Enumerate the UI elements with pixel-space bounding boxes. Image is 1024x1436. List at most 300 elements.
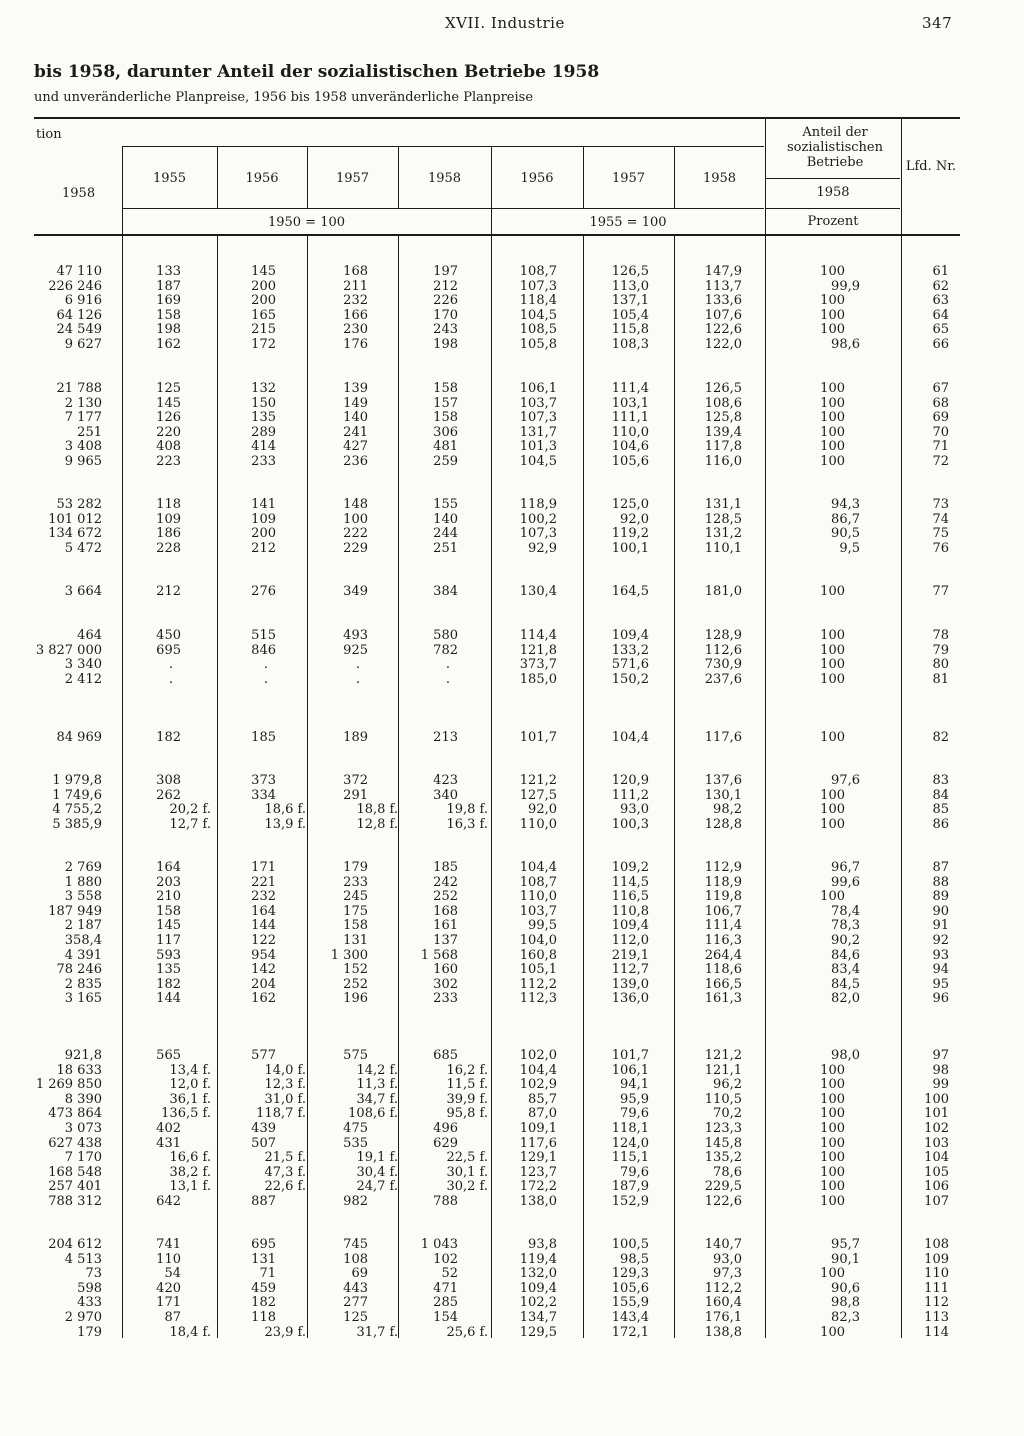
cell-production: 788 312 [48, 1194, 102, 1209]
cell-change-1958: 264,4 [704, 947, 742, 963]
cell-index-1956: 109 [251, 511, 276, 527]
cell-index-1958: 161 [433, 918, 458, 934]
cell-production: 598 [77, 1280, 102, 1296]
cell-change-1956: 108,7 [519, 264, 557, 279]
cell-row-number: 94 [932, 962, 949, 978]
cell-change-1956: 99,5 [528, 918, 557, 934]
cell-index-1957: 211 [343, 278, 368, 294]
cell-production: 358,4 [64, 933, 102, 948]
cell-index-1957: 19,1 f. [356, 1150, 398, 1166]
cell-row-number: 63 [932, 293, 949, 309]
cell-row-number: 76 [932, 540, 949, 556]
cell-socialist-share: 78,4 [831, 903, 860, 919]
cell-production: 21 788 [56, 381, 102, 396]
cell-index-1956: 142 [251, 962, 276, 978]
cell-change-1957: 125,0 [611, 497, 649, 512]
cell-row-number: 71 [932, 439, 949, 455]
cell-row-number: 73 [932, 497, 949, 512]
cell-production: 1 979,8 [52, 773, 102, 788]
cell-socialist-share: 100 [820, 410, 845, 426]
cell-production: 187 949 [48, 903, 102, 919]
cell-change-1958: 78,6 [713, 1164, 742, 1180]
cell-change-1956: 112,3 [519, 991, 557, 1007]
cell-index-1955: 223 [156, 454, 181, 469]
cell-index-1957: 31,7 f. [356, 1324, 398, 1340]
cell-index-1958: 251 [433, 540, 458, 556]
cell-socialist-share: 100 [820, 816, 845, 832]
cell-socialist-share: 100 [820, 642, 845, 658]
cell-socialist-share: 82,0 [831, 991, 860, 1007]
cell-index-1956: 164 [251, 903, 276, 919]
cell-index-1957: 11,3 f. [356, 1077, 398, 1093]
cell-socialist-share: 100 [820, 787, 845, 803]
body-rule-b1957 [674, 236, 675, 1338]
cell-change-1957: 118,1 [611, 1121, 649, 1136]
cell-index-1957: 30,4 f. [356, 1164, 398, 1180]
cell-socialist-share: 100 [820, 454, 845, 469]
cell-change-1957: 100,1 [611, 540, 649, 556]
cell-change-1957: 110,0 [611, 424, 649, 440]
share-unit-label: Prozent [807, 214, 859, 229]
cell-change-1956: 107,3 [519, 278, 557, 294]
cell-index-1955: 642 [156, 1194, 181, 1209]
cell-index-1957: 179 [343, 860, 368, 875]
cell-index-1957: 152 [343, 962, 368, 978]
cell-production: 627 438 [48, 1135, 102, 1151]
cell-index-1957: 131 [343, 933, 368, 948]
table-subtitle: und unveränderliche Planpreise, 1956 bis 1958 unveränderliche Planpreise [34, 90, 534, 105]
cell-index-1955: 182 [156, 730, 181, 745]
cell-change-1956: 119,4 [519, 1251, 557, 1267]
cell-index-1956: 182 [251, 1295, 276, 1311]
cell-index-1955: 144 [156, 991, 181, 1007]
cell-change-1957: 115,1 [611, 1150, 649, 1166]
cell-change-1957: 101,7 [611, 1048, 649, 1063]
cell-socialist-share: 100 [820, 264, 845, 279]
cell-index-1957: 222 [343, 526, 368, 542]
production-fragment-label: tion [36, 127, 62, 142]
cell-change-1958: 166,5 [704, 976, 742, 992]
cell-index-1958: . [445, 657, 450, 673]
cell-index-1955: 565 [156, 1048, 181, 1063]
cell-change-1956: 129,5 [519, 1324, 557, 1340]
cell-change-1956: 107,3 [519, 410, 557, 426]
cell-change-1958: 229,5 [704, 1179, 742, 1195]
cell-index-1955: 220 [156, 424, 181, 440]
cell-change-1958: 97,3 [713, 1266, 742, 1282]
cell-change-1957: 104,6 [611, 439, 649, 455]
cell-change-1958: 237,6 [704, 671, 742, 687]
cell-row-number: 104 [924, 1150, 949, 1166]
cell-change-1958: 122,6 [704, 322, 742, 338]
cell-index-1958: 22,5 f. [446, 1150, 488, 1166]
cell-index-1957: 34,7 f. [356, 1091, 398, 1107]
cell-socialist-share: 100 [820, 889, 845, 905]
cell-change-1957: 152,9 [611, 1194, 649, 1209]
cell-row-number: 100 [924, 1091, 949, 1107]
cell-change-1957: 116,5 [611, 889, 649, 905]
cell-change-1957: 108,3 [611, 337, 649, 352]
cell-change-1957: 112,0 [611, 933, 649, 948]
cell-change-1957: 139,0 [611, 976, 649, 992]
cell-change-1956: 121,2 [519, 773, 557, 788]
cell-socialist-share: 78,3 [831, 918, 860, 934]
cell-change-1957: 126,5 [611, 264, 649, 279]
cell-change-1957: 164,5 [611, 584, 649, 599]
cell-index-1958: . [445, 671, 450, 687]
cell-index-1957: . [355, 657, 360, 673]
cell-index-1956: 18,6 f. [264, 802, 306, 818]
cell-index-1955: 54 [164, 1266, 181, 1282]
cell-index-1956: 145 [251, 264, 276, 279]
cell-change-1958: 137,6 [704, 773, 742, 788]
cell-production: 2 187 [64, 918, 102, 934]
cell-row-number: 83 [932, 773, 949, 788]
cell-change-1957: 103,1 [611, 395, 649, 411]
cell-index-1957: 245 [343, 889, 368, 905]
cell-row-number: 107 [924, 1194, 949, 1209]
cell-index-1958: 30,1 f. [446, 1164, 488, 1180]
cell-index-1955: 12,0 f. [169, 1077, 211, 1093]
cell-socialist-share: 100 [820, 1077, 845, 1093]
cell-index-1957: 139 [343, 381, 368, 396]
cell-production: 5 472 [64, 540, 102, 556]
cell-change-1958: 140,7 [704, 1237, 742, 1252]
cell-index-1958: 259 [433, 454, 458, 469]
cell-index-1957: 100 [343, 511, 368, 527]
cell-index-1956: 23,9 f. [264, 1324, 306, 1340]
cell-change-1956: 160,8 [519, 947, 557, 963]
cell-index-1957: 475 [343, 1121, 368, 1136]
cell-change-1956: 92,0 [528, 802, 557, 818]
cell-index-1956: 515 [251, 628, 276, 643]
cell-index-1955: 135 [156, 962, 181, 978]
cell-row-number: 78 [932, 628, 949, 643]
cell-change-1957: 120,9 [611, 773, 649, 788]
cell-index-1958: 243 [433, 322, 458, 338]
cell-index-1958: 423 [433, 773, 458, 788]
cell-index-1958: 160 [433, 962, 458, 978]
cell-index-1957: 125 [343, 1310, 368, 1325]
cell-production: 179 [77, 1324, 102, 1340]
cell-index-1956: 132 [251, 381, 276, 396]
cell-change-1956: 102,9 [519, 1077, 557, 1093]
cell-index-1956: 118 [251, 1310, 276, 1325]
cell-socialist-share: 100 [820, 1062, 845, 1078]
cell-index-1957: 158 [343, 918, 368, 934]
cell-change-1957: 129,3 [611, 1266, 649, 1282]
cell-row-number: 84 [932, 787, 949, 803]
cell-production: 251 [77, 424, 102, 440]
cell-production: 18 633 [56, 1062, 102, 1078]
cell-change-1958: 113,7 [704, 278, 742, 294]
cell-socialist-share: 100 [820, 1266, 845, 1282]
cell-change-1956: 117,6 [519, 1135, 557, 1151]
cell-production: 84 969 [56, 730, 102, 745]
cell-socialist-share: 100 [820, 628, 845, 643]
cell-index-1957: 149 [343, 395, 368, 411]
cell-change-1958: 116,3 [704, 933, 742, 948]
cell-change-1958: 122,6 [704, 1194, 742, 1209]
cell-row-number: 111 [924, 1280, 949, 1296]
header-share-rule [766, 178, 900, 179]
cell-change-1957: 114,5 [611, 874, 649, 890]
cell-production: 1 880 [64, 874, 102, 890]
cell-index-1955: 158 [156, 903, 181, 919]
cell-change-1957: 79,6 [620, 1164, 649, 1180]
cell-production: 101 012 [48, 511, 102, 527]
cell-index-1956: 31,0 f. [264, 1091, 306, 1107]
cell-index-1958: 252 [433, 889, 458, 905]
cell-index-1956: 131 [251, 1251, 276, 1267]
cell-index-1958: 302 [433, 976, 458, 992]
cell-socialist-share: 100 [820, 1135, 845, 1151]
cell-index-1955: 402 [156, 1121, 181, 1136]
body-rule-lfd [901, 236, 902, 1338]
cell-production: 24 549 [56, 322, 102, 338]
cell-change-1957: 98,5 [620, 1251, 649, 1267]
cell-change-1956: 109,1 [519, 1121, 557, 1136]
cell-production: 47 110 [56, 264, 102, 279]
cell-change-1958: 108,6 [704, 395, 742, 411]
lfd-nr-label: Lfd. Nr. [905, 159, 957, 174]
cell-index-1958: 198 [433, 337, 458, 352]
cell-change-1956: 102,0 [519, 1048, 557, 1063]
cell-change-1958: 122,0 [704, 337, 742, 352]
cell-index-1958: 481 [433, 439, 458, 455]
cell-change-1958: 128,5 [704, 511, 742, 527]
cell-index-1955: 741 [156, 1237, 181, 1252]
cell-production: 473 864 [48, 1106, 102, 1122]
cell-index-1957: 291 [343, 787, 368, 803]
cell-change-1958: 126,5 [704, 381, 742, 396]
cell-production: 1 269 850 [35, 1077, 102, 1093]
cell-index-1958: 16,2 f. [446, 1062, 488, 1078]
cell-change-1956: 123,7 [519, 1164, 557, 1180]
cell-change-1958: 138,8 [704, 1324, 742, 1340]
cell-change-1958: 161,3 [704, 991, 742, 1007]
cell-index-1957: 189 [343, 730, 368, 745]
cell-change-1957: 119,2 [611, 526, 649, 542]
cell-change-1958: 118,9 [704, 874, 742, 890]
cell-change-1957: 219,1 [611, 947, 649, 963]
cell-row-number: 114 [924, 1324, 949, 1340]
cell-index-1956: 185 [251, 730, 276, 745]
cell-row-number: 105 [924, 1164, 949, 1180]
cell-socialist-share: 100 [820, 1164, 845, 1180]
cell-index-1957: 443 [343, 1280, 368, 1296]
cell-index-1957: 925 [343, 642, 368, 658]
cell-change-1957: 109,4 [611, 628, 649, 643]
cell-index-1958: 30,2 f. [446, 1179, 488, 1195]
body-rule-1956 [307, 236, 308, 1338]
cell-index-1956: 172 [251, 337, 276, 352]
cell-change-1957: 94,1 [620, 1077, 649, 1093]
cell-index-1956: 439 [251, 1121, 276, 1136]
cell-change-1956: 132,0 [519, 1266, 557, 1282]
cell-row-number: 98 [932, 1062, 949, 1078]
cell-index-1956: 577 [251, 1048, 276, 1063]
cell-row-number: 99 [932, 1077, 949, 1093]
share-unit-rule [766, 208, 900, 209]
cell-production: 4 391 [64, 947, 102, 963]
share-header-label: Anteil der sozialistischen Betriebe [786, 125, 883, 170]
cell-change-1956: 109,4 [519, 1280, 557, 1296]
cell-index-1958: 213 [433, 730, 458, 745]
cell-index-1955: 126 [156, 410, 181, 426]
cell-production: 257 401 [48, 1179, 102, 1195]
cell-production: 3 827 000 [35, 642, 102, 658]
cell-index-1955: 110 [156, 1251, 181, 1267]
cell-index-1955: 203 [156, 874, 181, 890]
cell-row-number: 62 [932, 278, 949, 294]
cell-index-1956: 200 [251, 278, 276, 294]
cell-change-1957: 105,6 [611, 1280, 649, 1296]
cell-index-1958: 170 [433, 307, 458, 323]
cell-index-1956: 846 [251, 642, 276, 658]
cell-production: 5 385,9 [52, 816, 102, 832]
cell-row-number: 69 [932, 410, 949, 426]
cell-production: 3 408 [64, 439, 102, 455]
cell-index-1958: 782 [433, 642, 458, 658]
cell-change-1956: 108,7 [519, 874, 557, 890]
body-rule-1957 [398, 236, 399, 1338]
cell-index-1955: 162 [156, 337, 181, 352]
cell-row-number: 96 [932, 991, 949, 1007]
cell-index-1957: 140 [343, 410, 368, 426]
cell-production: 3 165 [64, 991, 102, 1007]
cell-index-1955: 171 [156, 1295, 181, 1311]
share-year-label: 1958 [816, 185, 850, 200]
cell-index-1957: 982 [343, 1194, 368, 1209]
cell-index-1956: 233 [251, 454, 276, 469]
cell-change-1956: 85,7 [528, 1091, 557, 1107]
cell-change-1957: 113,0 [611, 278, 649, 294]
cell-production: 64 126 [56, 307, 102, 323]
cell-production: 134 672 [48, 526, 102, 542]
cell-row-number: 66 [932, 337, 949, 352]
cell-index-1956: 459 [251, 1280, 276, 1296]
cell-row-number: 108 [924, 1237, 949, 1252]
cell-index-1955: 36,1 f. [169, 1091, 211, 1107]
cell-socialist-share: 90,2 [831, 933, 860, 948]
cell-row-number: 72 [932, 454, 949, 469]
cell-index-1956: 289 [251, 424, 276, 440]
cell-change-1957: 93,0 [620, 802, 649, 818]
cell-index-1957: 24,7 f. [356, 1179, 398, 1195]
cell-index-1957: 241 [343, 424, 368, 440]
cell-change-1956: 373,7 [519, 657, 557, 673]
cell-index-1955: . [168, 671, 173, 687]
cell-socialist-share: 100 [820, 1121, 845, 1136]
cell-index-1957: 493 [343, 628, 368, 643]
cell-socialist-share: 86,7 [831, 511, 860, 527]
cell-index-1955: 187 [156, 278, 181, 294]
cell-change-1958: 119,8 [704, 889, 742, 905]
cell-index-1958: 154 [433, 1310, 458, 1325]
cell-index-1955: 13,4 f. [169, 1062, 211, 1078]
cell-index-1958: 19,8 f. [446, 802, 488, 818]
cell-index-1957: 236 [343, 454, 368, 469]
cell-change-1957: 105,4 [611, 307, 649, 323]
cell-socialist-share: 99,9 [831, 278, 860, 294]
cell-index-1956: 334 [251, 787, 276, 803]
cell-change-1956: 92,9 [528, 540, 557, 556]
cell-row-number: 74 [932, 511, 949, 527]
cell-production: 3 664 [64, 584, 102, 599]
cell-index-1957: 229 [343, 540, 368, 556]
cell-production: 8 390 [64, 1091, 102, 1107]
cell-row-number: 85 [932, 802, 949, 818]
cell-production: 2 769 [64, 860, 102, 875]
cell-index-1955: 87 [164, 1310, 181, 1325]
cell-production: 3 073 [64, 1121, 102, 1136]
cell-change-1958: 123,3 [704, 1121, 742, 1136]
cell-change-1957: 124,0 [611, 1135, 649, 1151]
cell-production: 433 [77, 1295, 102, 1311]
cell-index-1958: 25,6 f. [446, 1324, 488, 1340]
cell-change-1956: 100,2 [519, 511, 557, 527]
cell-socialist-share: 96,7 [831, 860, 860, 875]
cell-production: 1 749,6 [52, 787, 102, 803]
cell-change-1957: 95,9 [620, 1091, 649, 1107]
cell-index-1955: 308 [156, 773, 181, 788]
cell-change-1956: 93,8 [528, 1237, 557, 1252]
cell-production: 3 558 [64, 889, 102, 905]
cell-change-1956: 107,3 [519, 526, 557, 542]
cell-change-1957: 100,3 [611, 816, 649, 832]
cell-change-1956: 110,0 [519, 816, 557, 832]
cell-socialist-share: 84,6 [831, 947, 860, 963]
cell-change-1956: 102,2 [519, 1295, 557, 1311]
cell-socialist-share: 100 [820, 322, 845, 338]
header-top-rule [34, 117, 960, 119]
body-rule-1955 [217, 236, 218, 1338]
cell-index-1956: 165 [251, 307, 276, 323]
cell-production: 4 755,2 [52, 802, 102, 818]
cell-change-1958: 70,2 [713, 1106, 742, 1122]
cell-change-1958: 110,1 [704, 540, 742, 556]
cell-index-1957: 575 [343, 1048, 368, 1063]
cell-change-1958: 121,2 [704, 1048, 742, 1063]
cell-change-1956: 121,8 [519, 642, 557, 658]
cell-change-1958: 111,4 [704, 918, 742, 934]
cell-change-1957: 137,1 [611, 293, 649, 309]
cell-socialist-share: 90,5 [831, 526, 860, 542]
cell-index-1956: 954 [251, 947, 276, 963]
cell-change-1956: 104,0 [519, 933, 557, 948]
cell-socialist-share: 90,1 [831, 1251, 860, 1267]
cell-socialist-share: 100 [820, 657, 845, 673]
cell-change-1956: 103,7 [519, 395, 557, 411]
cell-change-1956: 112,2 [519, 976, 557, 992]
cell-index-1957: 230 [343, 322, 368, 338]
cell-row-number: 82 [932, 730, 949, 745]
cell-change-1956: 104,5 [519, 454, 557, 469]
cell-row-number: 103 [924, 1135, 949, 1151]
cell-index-1956: 887 [251, 1194, 276, 1209]
cell-index-1955: 118 [156, 497, 181, 512]
cell-index-1956: 373 [251, 773, 276, 788]
cell-socialist-share: 100 [820, 1091, 845, 1107]
cell-change-1958: 730,9 [704, 657, 742, 673]
cell-change-1958: 121,1 [704, 1062, 742, 1078]
cell-index-1956: 144 [251, 918, 276, 934]
cell-index-1958: 158 [433, 381, 458, 396]
cell-index-1956: 215 [251, 322, 276, 338]
cell-change-1957: 79,6 [620, 1106, 649, 1122]
cell-index-1955: 228 [156, 540, 181, 556]
